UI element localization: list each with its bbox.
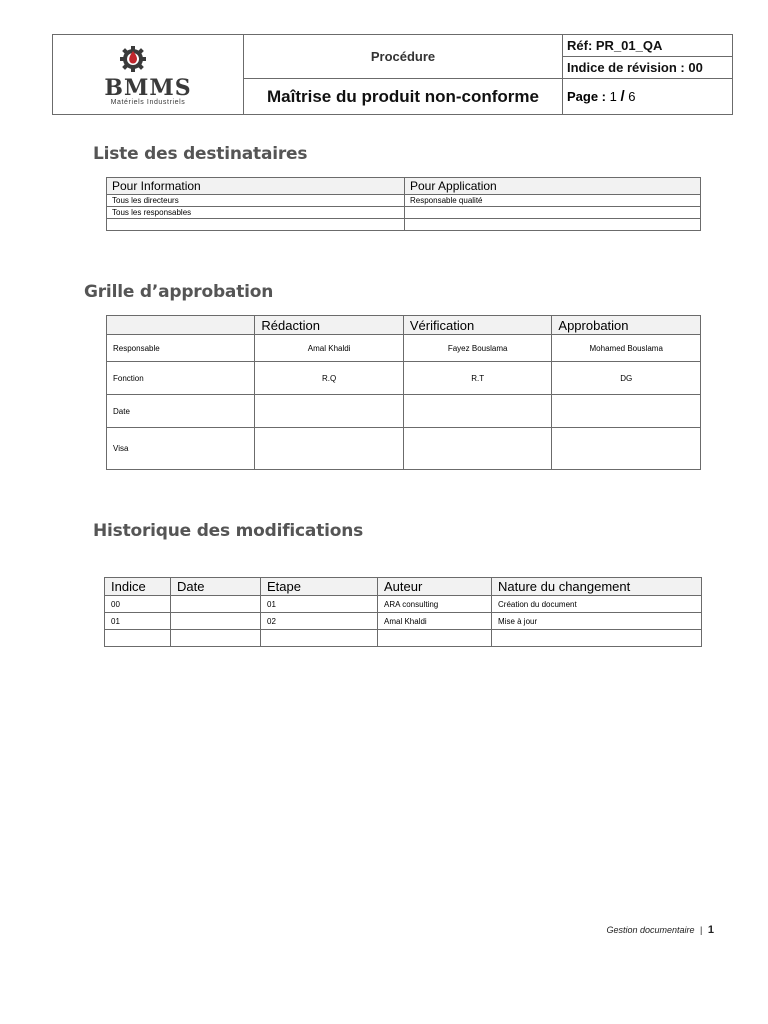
table-cell: DG bbox=[552, 362, 701, 395]
page-total: 6 bbox=[628, 89, 636, 104]
table-cell: Amal Khaldi bbox=[378, 613, 492, 630]
table-row bbox=[105, 630, 702, 647]
table-cell: 02 bbox=[261, 613, 378, 630]
table-header: Pour Application bbox=[405, 178, 701, 195]
table-cell: 00 bbox=[105, 596, 171, 613]
section-title-destinataires: Liste des destinataires bbox=[93, 144, 308, 164]
logo-text: BMMS bbox=[104, 75, 192, 101]
table-cell bbox=[171, 630, 261, 647]
table-cell bbox=[107, 219, 405, 231]
table-header bbox=[107, 316, 255, 335]
table-cell bbox=[255, 428, 403, 470]
table-cell: Création du document bbox=[492, 596, 702, 613]
table-cell bbox=[552, 428, 701, 470]
table-cell: Fayez Bouslama bbox=[403, 335, 552, 362]
table-cell: Amal Khaldi bbox=[255, 335, 403, 362]
table-cell: ARA consulting bbox=[378, 596, 492, 613]
table-cell bbox=[403, 395, 552, 428]
footer-page-number: 1 bbox=[707, 924, 714, 936]
table-header: Indice bbox=[105, 578, 171, 596]
page-separator: / bbox=[620, 88, 625, 105]
company-logo bbox=[88, 37, 208, 107]
logo-subtitle: Matériels Industriels bbox=[110, 99, 186, 106]
table-row bbox=[105, 613, 702, 630]
table-row bbox=[107, 195, 701, 207]
table-header: Rédaction bbox=[255, 316, 403, 335]
table-cell: Responsable qualité bbox=[405, 195, 701, 207]
table-cell: 01 bbox=[261, 596, 378, 613]
table-header: Nature du changement bbox=[492, 578, 702, 596]
table-cell bbox=[171, 596, 261, 613]
page-current: 1 bbox=[609, 89, 617, 104]
table-header: Auteur bbox=[378, 578, 492, 596]
table-header: Approbation bbox=[552, 316, 701, 335]
table-cell bbox=[171, 613, 261, 630]
logo-cell bbox=[53, 35, 244, 115]
approbation-table bbox=[106, 315, 701, 470]
table-row bbox=[107, 362, 701, 395]
table-row bbox=[107, 207, 701, 219]
document-header bbox=[52, 34, 733, 115]
table-cell: R.Q bbox=[255, 362, 403, 395]
doc-reference: Réf: PR_01_QA bbox=[563, 35, 733, 57]
footer-separator: | bbox=[700, 925, 703, 935]
doc-revision: Indice de révision : 00 bbox=[563, 57, 733, 79]
table-cell bbox=[492, 630, 702, 647]
footer-label: Gestion documentaire bbox=[606, 925, 695, 935]
table-header: Etape bbox=[261, 578, 378, 596]
section-title-approbation: Grille d’approbation bbox=[84, 282, 274, 302]
table-header: Pour Information bbox=[107, 178, 405, 195]
table-cell bbox=[255, 395, 403, 428]
table-cell bbox=[261, 630, 378, 647]
destinataires-table bbox=[106, 177, 701, 231]
table-cell: Mohamed Bouslama bbox=[552, 335, 701, 362]
row-label: Visa bbox=[107, 428, 255, 470]
table-row bbox=[107, 395, 701, 428]
table-row bbox=[107, 428, 701, 470]
table-cell: Mise à jour bbox=[492, 613, 702, 630]
table-cell: 01 bbox=[105, 613, 171, 630]
historique-table bbox=[104, 577, 702, 647]
table-cell: R.T bbox=[403, 362, 552, 395]
table-cell bbox=[403, 428, 552, 470]
table-cell bbox=[405, 207, 701, 219]
table-cell: Tous les responsables bbox=[107, 207, 405, 219]
table-row bbox=[107, 219, 701, 231]
table-cell bbox=[405, 219, 701, 231]
page-label: Page : bbox=[567, 89, 607, 104]
row-label: Responsable bbox=[107, 335, 255, 362]
table-header: Vérification bbox=[403, 316, 552, 335]
doc-type: Procédure bbox=[244, 35, 563, 79]
table-row bbox=[107, 335, 701, 362]
gear-flame-icon bbox=[118, 43, 148, 73]
page-indicator bbox=[563, 79, 733, 115]
table-cell bbox=[552, 395, 701, 428]
row-label: Date bbox=[107, 395, 255, 428]
table-cell: Tous les directeurs bbox=[107, 195, 405, 207]
table-row bbox=[105, 596, 702, 613]
table-cell bbox=[378, 630, 492, 647]
table-cell bbox=[105, 630, 171, 647]
table-header: Date bbox=[171, 578, 261, 596]
section-title-historique: Historique des modifications bbox=[93, 521, 364, 541]
row-label: Fonction bbox=[107, 362, 255, 395]
page-footer bbox=[606, 924, 714, 936]
doc-title: Maîtrise du produit non-conforme bbox=[244, 79, 563, 115]
